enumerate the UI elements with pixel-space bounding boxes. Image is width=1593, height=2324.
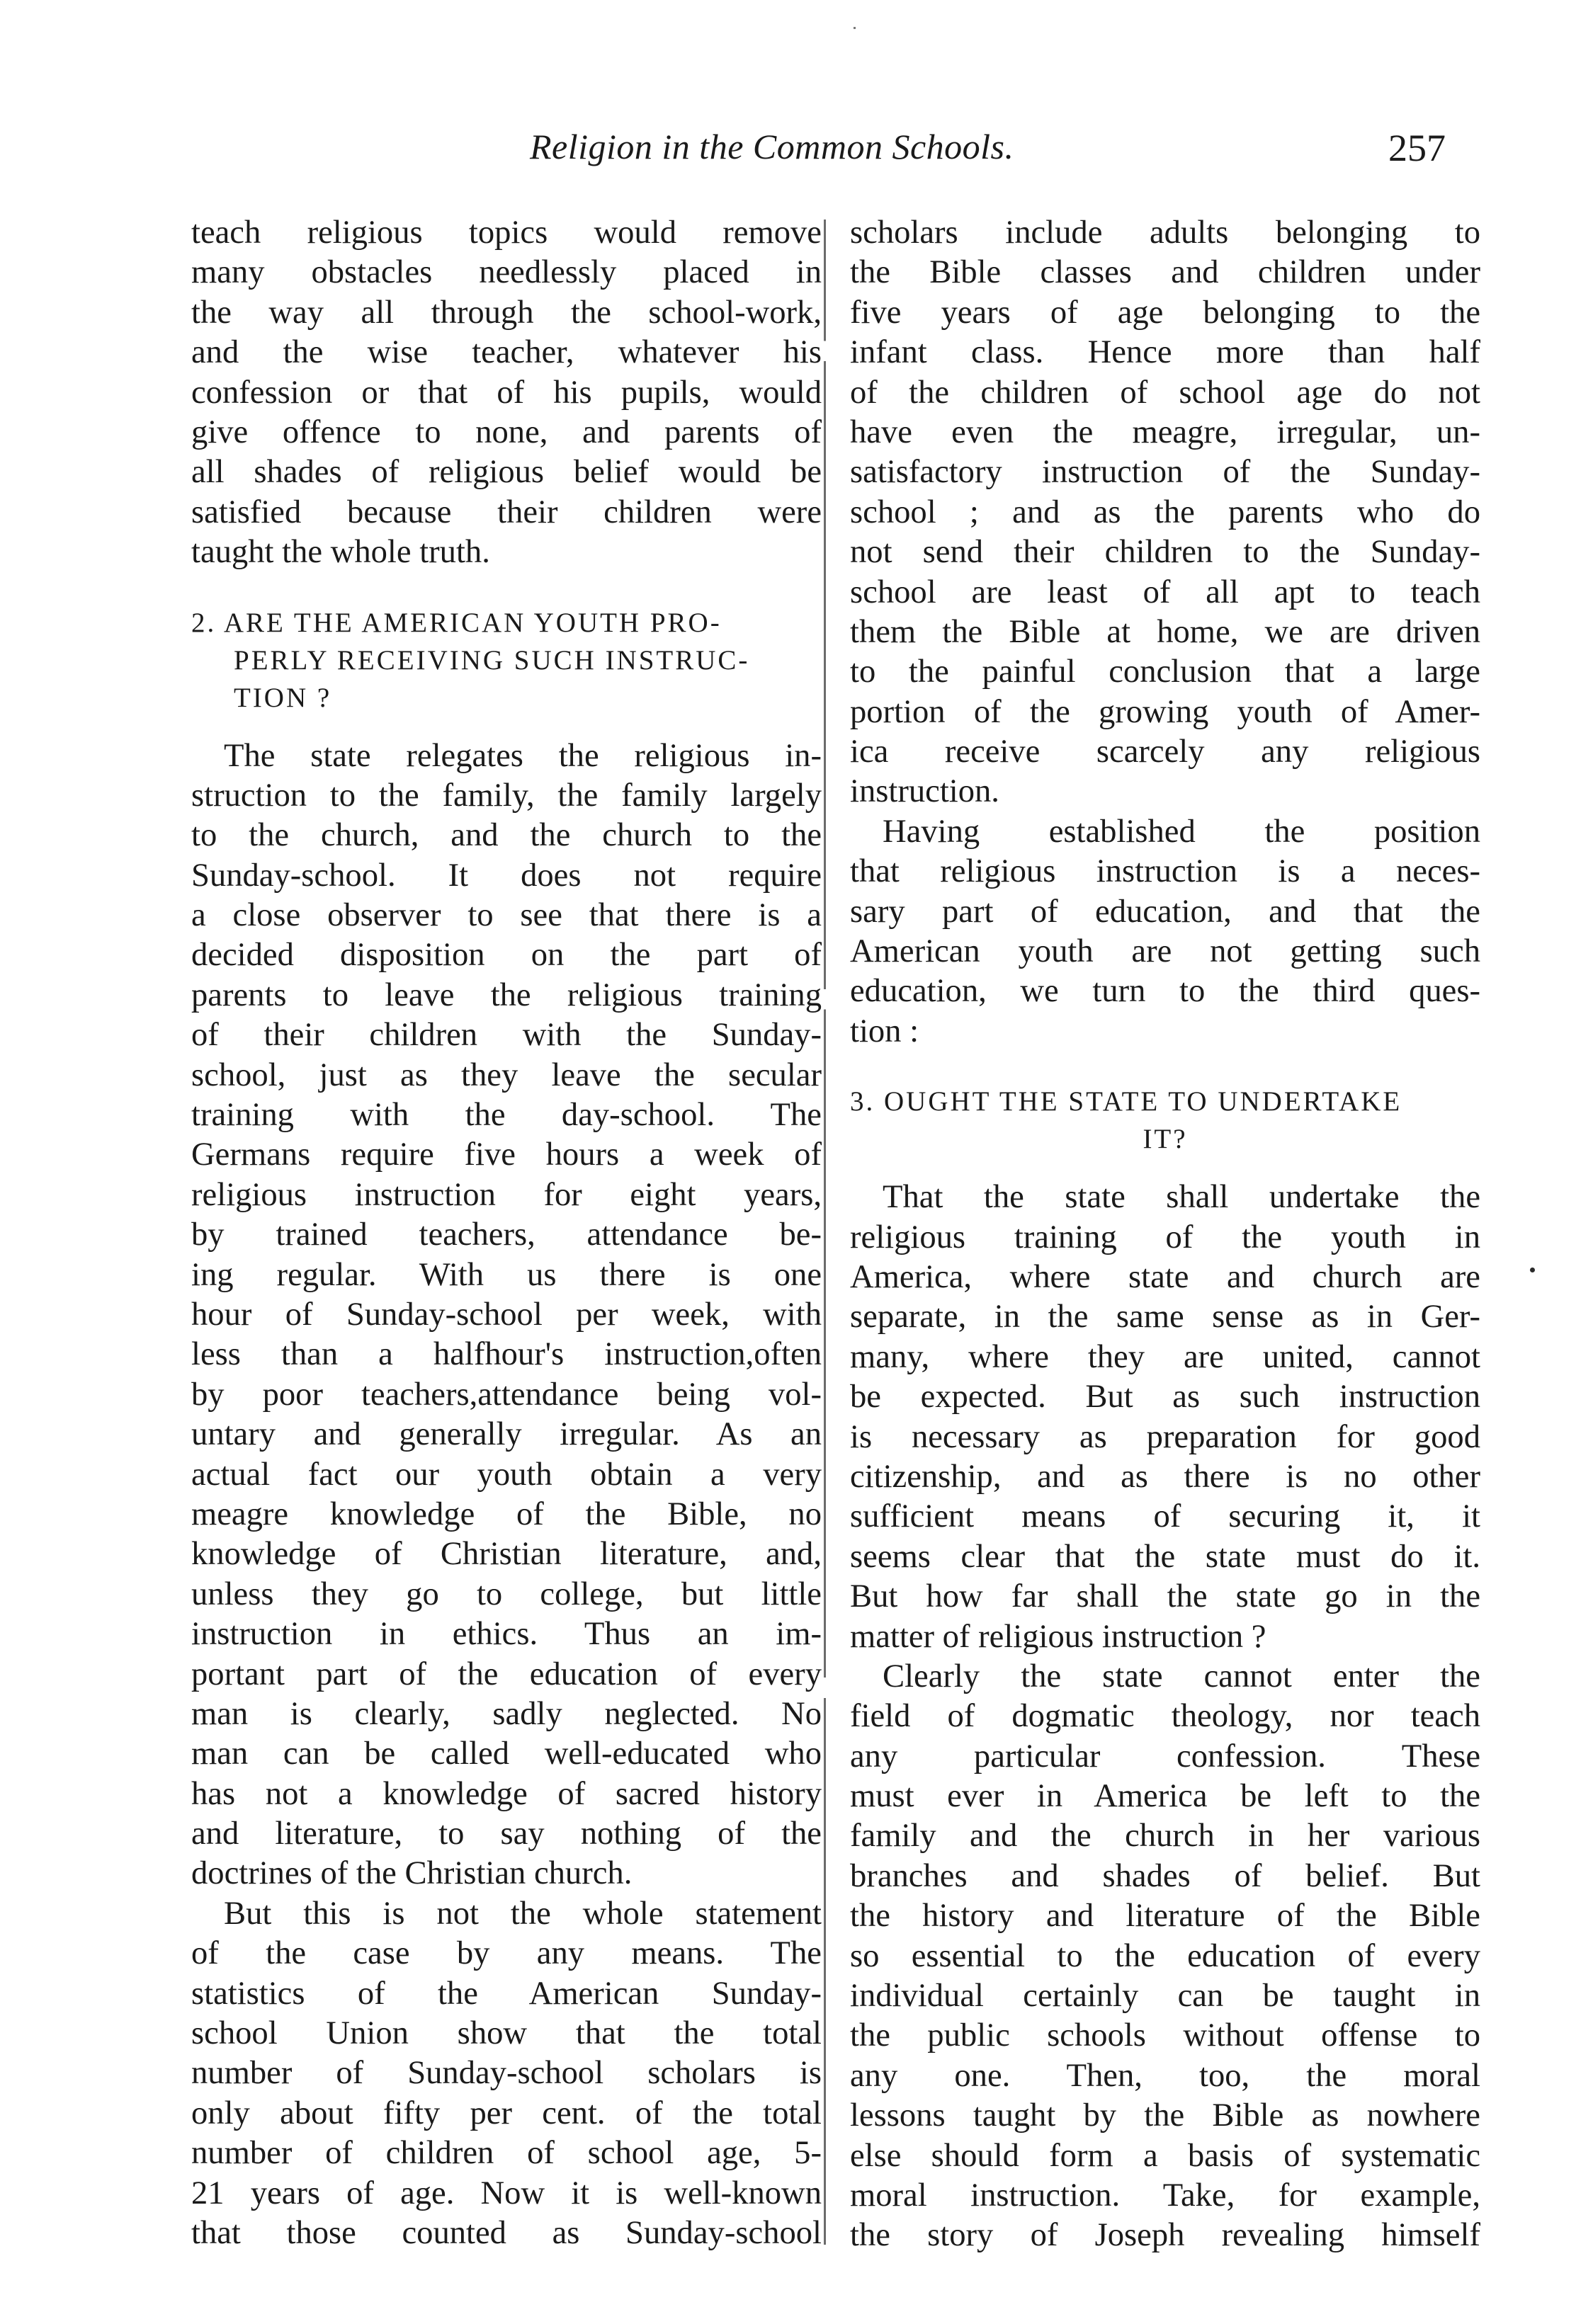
text-line: must ever in America be left to the (850, 1777, 1480, 1815)
text-line: Sunday-school. It does not require (191, 856, 822, 894)
text-line: else should form a basis of systematic (850, 2136, 1480, 2174)
text-line: satisfactory instruction of the Sunday- (850, 453, 1480, 491)
text-line: knowledge of Christian literature, and, (191, 1535, 822, 1573)
text-line: the public schools without offense to (850, 2017, 1480, 2054)
text-line: man is clearly, sadly neglected. No (191, 1694, 822, 1732)
text-line: the story of Joseph revealing himself (850, 2216, 1480, 2254)
text-line: individual certainly can be taught in (850, 1977, 1480, 2015)
right-column (850, 212, 1480, 2255)
paragraph-continued (191, 212, 822, 572)
text-line: any one. Then, too, the moral (850, 2056, 1480, 2094)
text-line: have even the meagre, irregular, un- (850, 413, 1480, 450)
text-line: 21 years of age. Now it is well-known (191, 2174, 822, 2211)
heading-line: 3. OUGHT THE STATE TO UNDERTAKE (850, 1086, 1402, 1117)
text-line: The state relegates the religious in- (224, 736, 822, 774)
section-heading-2 (191, 603, 822, 716)
text-line: is necessary as preparation for good (850, 1418, 1480, 1455)
heading-line: IT? (1143, 1124, 1188, 1155)
text-line: portant part of the education of every (191, 1655, 822, 1692)
text-line: to the church, and the church to the (191, 816, 822, 854)
text-line: satisfied because their children were (191, 493, 822, 530)
text-line: taught the whole truth. (191, 533, 490, 571)
text-line: school Union show that the total (191, 2015, 822, 2052)
paragraph (850, 1656, 1480, 2255)
text-line: religious training of the youth in (850, 1218, 1480, 1255)
text-line: many, where they are united, cannot (850, 1338, 1480, 1375)
text-line: so essential to the education of every (850, 1937, 1480, 1974)
section-heading-3 (850, 1082, 1480, 1157)
text-line: decided disposition on the part of (191, 936, 822, 974)
text-line: by trained teachers, attendance be- (191, 1216, 822, 1253)
text-line: the way all through the school-work, (191, 293, 822, 331)
text-line: school are least of all apt to teach (850, 573, 1480, 610)
text-line: and literature, to say nothing of the (191, 1815, 822, 1852)
text-line: unless they go to college, but little (191, 1575, 822, 1612)
text-line: lessons taught by the Bible as nowhere (850, 2097, 1480, 2134)
text-line: moral instruction. Take, for example, (850, 2176, 1480, 2214)
scan-speck (854, 27, 856, 29)
text-line: all shades of religious belief would be (191, 453, 822, 491)
text-line: a close observer to see that there is a (191, 896, 822, 934)
text-line: But this is not the whole statement (224, 1894, 822, 1932)
text-line: has not a knowledge of sacred history (191, 1775, 822, 1812)
text-line: religious instruction for eight years, (191, 1175, 822, 1213)
heading-line: PERLY RECEIVING SUCH INSTRUC- (234, 644, 750, 676)
text-line: Germans require five hours a week of (191, 1136, 822, 1173)
text-line: confession or that of his pupils, would (191, 373, 822, 411)
text-line: statistics of the American Sunday- (191, 1974, 822, 2012)
page-number: 257 (1388, 127, 1446, 169)
text-line: five years of age belonging to the (850, 293, 1480, 331)
text-line: separate, in the same sense as in Ger- (850, 1298, 1480, 1335)
text-line: less than a halfhour's instruction,often (191, 1335, 822, 1373)
text-line: them the Bible at home, we are driven (850, 613, 1480, 650)
text-line: education, we turn to the third ques- (850, 972, 1480, 1010)
text-line: number of Sunday-school scholars is (191, 2054, 822, 2092)
text-line: of the children of school age do not (850, 373, 1480, 411)
text-line: that those counted as Sunday-school (191, 2214, 822, 2251)
text-line: of their children with the Sunday- (191, 1016, 822, 1054)
text-line: field of dogmatic theology, nor teach (850, 1697, 1480, 1735)
text-line: citizenship, and as there is no other (850, 1457, 1480, 1495)
text-line: untary and generally irregular. As an (191, 1416, 822, 1453)
paragraph-continued (850, 212, 1480, 811)
text-line: instruction in ethics. Thus an im- (191, 1615, 822, 1653)
text-line: ing regular. With us there is one (191, 1255, 822, 1293)
text-line: many obstacles needlessly placed in (191, 254, 822, 291)
text-line: doctrines of the Christian church. (191, 1855, 633, 1892)
text-line: tion : (850, 1012, 919, 1049)
text-line: hour of Sunday-school per week, with (191, 1295, 822, 1333)
text-line: instruction. (850, 773, 999, 810)
paragraph (850, 1177, 1480, 1656)
text-line: man can be called well-educated who (191, 1735, 822, 1772)
text-line: Having established the position (883, 812, 1480, 850)
text-line: be expected. But as such instruction (850, 1378, 1480, 1416)
text-line: matter of religious instruction ? (850, 1617, 1266, 1655)
running-title: Religion in the Common Schools. (530, 127, 1014, 166)
text-line: to the painful conclusion that a large (850, 653, 1480, 690)
text-line: sary part of education, and that the (850, 892, 1480, 930)
margin-mark (1530, 1268, 1535, 1272)
column-rule (824, 220, 826, 2245)
text-line: not send their children to the Sunday- (850, 533, 1480, 571)
heading-line: 2. ARE THE AMERICAN YOUTH PRO- (191, 607, 722, 638)
text-line: branches and shades of belief. But (850, 1857, 1480, 1894)
text-line: only about fifty per cent. of the total (191, 2094, 822, 2131)
text-line: sufficient means of securing it, it (850, 1498, 1480, 1535)
text-line: the Bible classes and children under (850, 254, 1480, 291)
paragraph (850, 811, 1480, 1051)
text-line: training with the day-school. The (191, 1096, 822, 1134)
text-line: of the case by any means. The (191, 1935, 822, 1972)
heading-line: TION ? (234, 682, 332, 713)
text-line: struction to the family, the family largely (191, 776, 822, 814)
text-line: any particular confession. These (850, 1737, 1480, 1775)
page-header (0, 126, 1593, 183)
text-line: actual fact our youth obtain a very (191, 1455, 822, 1493)
text-line: school, just as they leave the secular (191, 1056, 822, 1093)
text-line: the history and literature of the Bible (850, 1897, 1480, 1935)
text-line: scholars include adults belonging to (850, 214, 1480, 251)
text-line: seems clear that the state must do it. (850, 1537, 1480, 1575)
paragraph (191, 1893, 822, 2253)
text-line: That the state shall undertake the (883, 1178, 1480, 1216)
text-line: portion of the growing youth of Amer- (850, 693, 1480, 730)
text-line: infant class. Hence more than half (850, 334, 1480, 371)
paragraph (191, 736, 822, 1893)
text-line: number of children of school age, 5- (191, 2134, 822, 2172)
text-line: teach religious topics would remove (191, 214, 822, 251)
text-line: But how far shall the state go in the (850, 1578, 1480, 1615)
text-line: meagre knowledge of the Bible, no (191, 1495, 822, 1532)
text-line: ica receive scarcely any religious (850, 733, 1480, 770)
text-line: American youth are not getting such (850, 933, 1480, 970)
text-line: family and the church in her various (850, 1817, 1480, 1855)
text-line: by poor teachers,attendance being vol- (191, 1375, 822, 1413)
text-line: school ; and as the parents who do (850, 493, 1480, 530)
text-line: give offence to none, and parents of (191, 413, 822, 450)
text-line: America, where state and church are (850, 1258, 1480, 1295)
text-line: Clearly the state cannot enter the (883, 1657, 1480, 1694)
left-column (191, 212, 822, 2252)
text-line: and the wise teacher, whatever his (191, 334, 822, 371)
text-line: that religious instruction is a neces- (850, 853, 1480, 890)
text-line: parents to leave the religious training (191, 976, 822, 1013)
